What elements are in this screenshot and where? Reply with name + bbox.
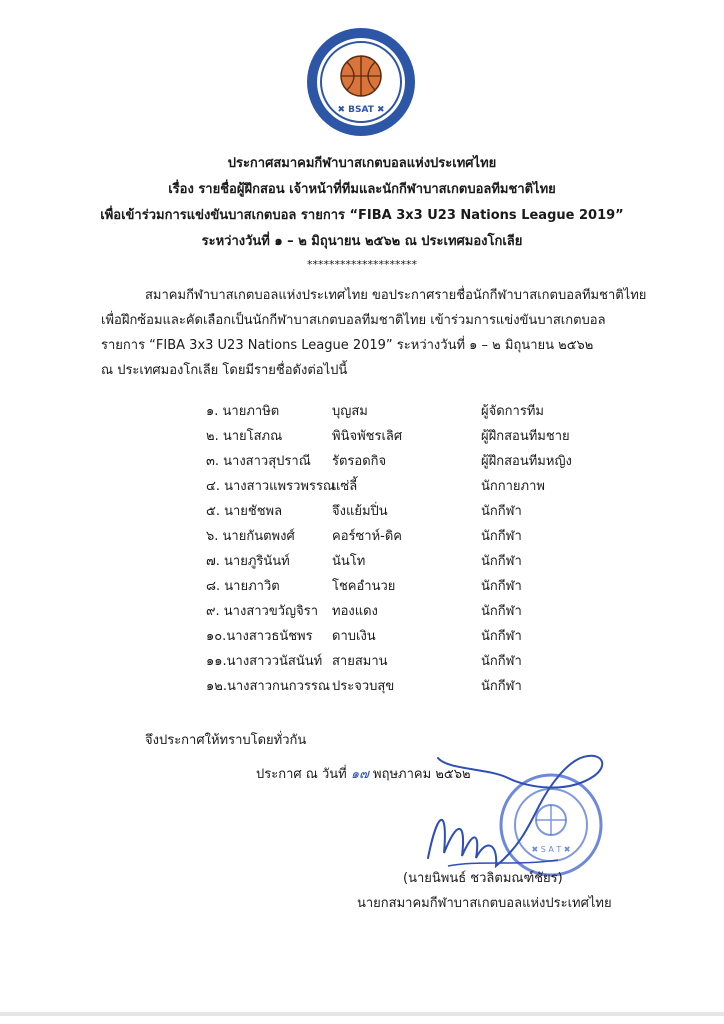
roster-row [206, 679, 646, 699]
member-role: นักกีฬา [481, 679, 522, 694]
member-role: ผู้ฝึกสอนทีมชาย [481, 429, 570, 444]
roster-row [206, 504, 646, 524]
member-role: นักกีฬา [481, 529, 522, 544]
member-surname: นันโท [332, 554, 366, 569]
body-line-1: สมาคมกีฬาบาสเกตบอลแห่งประเทศไทย ขอประกาศรายชื่อนักกีฬาบาสเกตบอลทีมชาติไทย [145, 288, 647, 303]
member-name: ๑๐.นางสาวธนัชพร [206, 629, 313, 644]
member-role: นักกีฬา [481, 604, 522, 619]
member-role: ผู้จัดการทีม [481, 404, 544, 419]
event-line: เพื่อเข้าร่วมการแข่งขันบาสเกตบอล รายการ “FIBA 3x3 U23 Nations League 2019” [100, 208, 624, 223]
roster-row [206, 604, 646, 624]
member-role: นักกีฬา [481, 504, 522, 519]
member-name: ๕. นายชัชพล [206, 504, 283, 519]
body-line-4: ณ ประเทศมองโกเลีย โดยมีรายชื่อดังต่อไปนี้ [101, 363, 348, 378]
member-role: นักกายภาพ [481, 479, 545, 494]
member-name: ๔. นางสาวแพรวพรรณ [206, 479, 335, 494]
member-name: ๒. นายโสภณ [206, 429, 283, 444]
roster-row [206, 404, 646, 424]
member-role: นักกีฬา [481, 629, 522, 644]
member-surname: ทองแดง [332, 604, 378, 619]
member-surname: สายสมาน [332, 654, 388, 669]
signatory-title: นายกสมาคมกีฬาบาสเกตบอลแห่งประเทศไทย [357, 896, 612, 911]
member-name: ๑๒.นางสาวกนกวรรณ [206, 679, 330, 694]
roster-row [206, 654, 646, 674]
date-prefix: ประกาศ ณ วันที่ [256, 767, 347, 782]
header-divider: ******************** [307, 258, 417, 271]
member-name: ๖. นายกันตพงศ์ [206, 529, 295, 544]
svg-text:✖ S A T ✖: ✖ S A T ✖ [531, 845, 571, 854]
member-name: ๑๑.นางสาววนัสนันท์ [206, 654, 323, 669]
roster-row [206, 429, 646, 449]
member-surname: รัตรอดกิจ [332, 454, 387, 469]
member-surname: ดาบเงิน [332, 629, 376, 644]
body-line-2: เพื่อฝึกซ้อมและคัดเลือกเป็นนักกีฬาบาสเกตบอลทีมชาติไทย เข้าร่วมการแข่งขันบาสเกตบอล [101, 313, 606, 328]
body-line-3: รายการ “FIBA 3x3 U23 Nations League 2019” ระหว่างวันที่ ๑ – ๒ มิถุนายน ๒๕๖๒ [101, 338, 594, 353]
member-surname: โชคอำนวย [332, 579, 396, 594]
member-role: นักกีฬา [481, 654, 522, 669]
member-role: นักกีฬา [481, 579, 522, 594]
member-name: ๘. นายภาวิต [206, 579, 280, 594]
date-range-line: ระหว่างวันที่ ๑ – ๒ มิถุนายน ๒๕๖๒ ณ ประเทศมองโกเลีย [201, 234, 523, 249]
subject-line: เรื่อง รายชื่อผู้ฝึกสอน เจ้าหน้าที่ทีมและนักกีฬาบาสเกตบอลทีมชาติไทย [168, 182, 556, 197]
member-name: ๑. นายภาษิต [206, 404, 280, 419]
basketball-seal-icon [305, 26, 417, 138]
closing-statement: จึงประกาศให้ทราบโดยทั่วกัน [145, 733, 307, 748]
member-name: ๓. นางสาวสุปราณี [206, 454, 311, 469]
roster-row [206, 554, 646, 574]
signatory-name: (นายนิพนธ์ ชวลิตมณฑ์ชัยร) [403, 871, 563, 886]
roster-row [206, 579, 646, 599]
member-surname: แซ่ลี้ [332, 479, 358, 494]
handwritten-signature-icon [418, 748, 618, 888]
roster-row [206, 629, 646, 649]
member-name: ๗. นายภูรินันท์ [206, 554, 290, 569]
announcement-title: ประกาศสมาคมกีฬาบาสเกตบอลแห่งประเทศไทย [227, 156, 497, 171]
member-surname: คอร์ซาห์-ดิค [332, 529, 403, 544]
member-role: ผู้ฝึกสอนทีมหญิง [481, 454, 572, 469]
scan-edge-divider [0, 1012, 724, 1016]
member-surname: จึงแย้มปิ่น [332, 504, 388, 519]
roster-row [206, 454, 646, 474]
date-day: ๑๗ [350, 767, 369, 782]
date-month-year: พฤษภาคม ๒๕๖๒ [373, 767, 471, 782]
svg-text:✖ BSAT ✖: ✖ BSAT ✖ [337, 105, 385, 115]
association-logo [305, 26, 417, 138]
member-surname: พินิจพัชรเลิศ [332, 429, 403, 444]
member-surname: บุญสม [332, 404, 368, 419]
member-name: ๙. นางสาวขวัญจิรา [206, 604, 319, 619]
member-surname: ประจวบสุข [332, 679, 395, 694]
member-role: นักกีฬา [481, 554, 522, 569]
roster-row [206, 529, 646, 549]
roster-row [206, 479, 646, 499]
